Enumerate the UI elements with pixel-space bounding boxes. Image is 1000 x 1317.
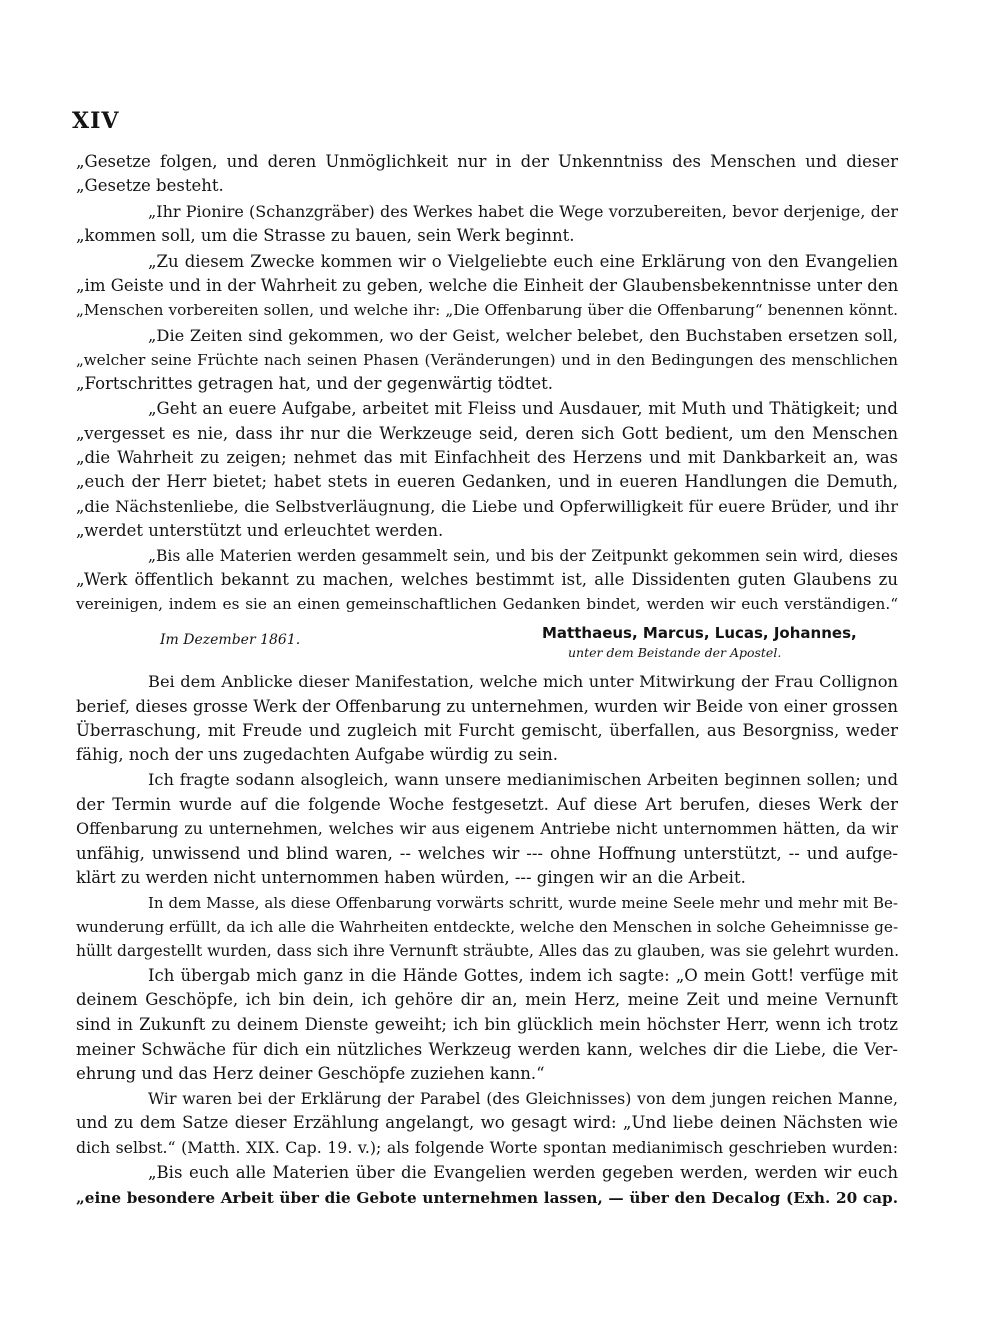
- signature-subtitle: unter dem Beistande der Apostel.: [568, 645, 782, 660]
- page-number: XIV: [72, 108, 120, 134]
- text-line: „Gesetze folgen, und deren Unmöglichkeit nur in der Unkenntniss des Menschen und dieser: [76, 152, 898, 171]
- text-line: In dem Masse, als diese Offenbarung vorwärts schritt, wurde meine Seele mehr und mehr mit Be-: [148, 894, 898, 912]
- text-line: „Menschen vorbereiten sollen, und welche ihr: „Die Offenbarung über die Offenbarung“ benennen könnt.: [76, 301, 898, 319]
- text-line: „euch der Herr bietet; habet stets in eueren Gedanken, und in eueren Handlungen die Demuth,: [76, 472, 898, 491]
- text-line: ehrung und das Herz deiner Geschöpfe zuziehen kann.“: [76, 1064, 545, 1083]
- text-line: „Die Zeiten sind gekommen, wo der Geist, welcher belebet, den Buchstaben ersetzen soll,: [148, 326, 898, 345]
- text-line: Ich fragte sodann alsogleich, wann unsere medianimischen Arbeiten beginnen sollen; und: [148, 770, 898, 789]
- text-line: „kommen soll, um die Strasse zu bauen, sein Werk beginnt.: [76, 226, 575, 245]
- text-line: „werdet unterstützt und erleuchtet werden.: [76, 521, 444, 540]
- text-line: unfähig, unwissend und blind waren, -- welches wir --- ohne Hoffnung unterstützt, -- und aufge-: [76, 844, 898, 863]
- text-line: Offenbarung zu unternehmen, welches wir aus eigenem Antriebe nicht unternommen hätten, da wir: [76, 819, 898, 838]
- text-line: „Werk öffentlich bekannt zu machen, welches bestimmt ist, alle Dissidenten guten Glaubens zu: [76, 570, 898, 589]
- text-line: berief, dieses grosse Werk der Offenbarung zu unternehmen, wurden wir Beide von einer grossen: [76, 697, 898, 716]
- text-line: „vergesset es nie, dass ihr nur die Werkzeuge seid, deren sich Gott bedient, um den Menschen: [76, 424, 898, 443]
- text-line: meiner Schwäche für dich ein nützliches Werkzeug werden kann, welches dir die Liebe, die Ver-: [76, 1040, 898, 1059]
- text-line: deinem Geschöpfe, ich bin dein, ich gehöre dir an, mein Herz, meine Zeit und meine Vernunft: [76, 990, 898, 1009]
- text-line: „Fortschrittes getragen hat, und der gegenwärtig tödtet.: [76, 374, 554, 393]
- text-line: „Gesetze besteht.: [76, 176, 224, 195]
- text-line: Ich übergab mich ganz in die Hände Gottes, indem ich sagte: „O mein Gott! verfüge mit: [148, 966, 898, 985]
- text-line: der Termin wurde auf die folgende Woche festgesetzt. Auf diese Art berufen, dieses Werk der: [76, 795, 898, 814]
- text-line: „im Geiste und in der Wahrheit zu geben, welche die Einheit der Glaubensbekenntnisse unter den: [76, 276, 899, 295]
- signature-names: Matthaeus, Marcus, Lucas, Johannes,: [542, 624, 857, 642]
- text-line: und zu dem Satze dieser Erzählung angelangt, wo gesagt wird: „Und liebe deinen Nächsten wie: [76, 1113, 898, 1132]
- text-line: dich selbst.“ (Matth. XIX. Cap. 19. v.); als folgende Worte spontan medianimisch geschrieben wurden:: [76, 1138, 898, 1157]
- text-line: „Bis alle Materien werden gesammelt sein, und bis der Zeitpunkt gekommen sein wird, dieses: [148, 547, 898, 565]
- text-line: vereinigen, indem es sie an einen gemeinschaftlichen Gedanken bindet, werden wir euch verständigen.“: [76, 595, 898, 613]
- text-line: wunderung erfüllt, da ich alle die Wahrheiten entdeckte, welche den Menschen in solche Geheimnisse ge-: [76, 918, 899, 936]
- text-line: „die Wahrheit zu zeigen; nehmet das mit Einfachheit des Herzens und mit Dankbarkeit an, was: [76, 448, 898, 467]
- text-line: „Bis euch alle Materien über die Evangelien werden gegeben werden, werden wir euch: [148, 1163, 898, 1182]
- text-line: Wir waren bei der Erklärung der Parabel (des Gleichnisses) von dem jungen reichen Manne,: [148, 1089, 898, 1108]
- text-line: sind in Zukunft zu deinem Dienste geweiht; ich bin glücklich mein höchster Herr, wenn ich trotz: [76, 1015, 898, 1034]
- text-line: „Zu diesem Zwecke kommen wir o Vielgeliebte euch eine Erklärung von den Evangelien: [148, 252, 898, 271]
- signature-date: Im Dezember 1861.: [160, 632, 301, 648]
- text-line: klärt zu werden nicht unternommen haben würden, --- gingen wir an die Arbeit.: [76, 868, 746, 887]
- text-line: „welcher seine Früchte nach seinen Phasen (Veränderungen) und in den Bedingungen des menschlichen: [76, 351, 898, 369]
- text-line: „Ihr Pionire (Schanzgräber) des Werkes habet die Wege vorzubereiten, bevor derjenige, der: [148, 202, 898, 221]
- text-line: Überraschung, mit Freude und zugleich mit Furcht gemischt, überfallen, aus Besorgniss, weder: [76, 721, 898, 740]
- text-line: fähig, noch der uns zugedachten Aufgabe würdig zu sein.: [76, 745, 559, 764]
- text-line: hüllt dargestellt wurden, dass sich ihre Vernunft sträubte, Alles das zu glauben, was sie gelehrt wurden.: [76, 942, 900, 960]
- text-line: Bei dem Anblicke dieser Manifestation, welche mich unter Mitwirkung der Frau Collignon: [148, 672, 898, 691]
- text-line: „Geht an euere Aufgabe, arbeitet mit Fleiss und Ausdauer, mit Muth und Thätigkeit; und: [148, 399, 898, 418]
- text-line: „die Nächstenliebe, die Selbstverläugnung, die Liebe und Opferwilligkeit für euere Brüder, und ihr: [76, 497, 898, 516]
- text-line: „eine besondere Arbeit über die Gebote unternehmen lassen, — über den Decalog (Exh. 20 cap.: [76, 1189, 898, 1207]
